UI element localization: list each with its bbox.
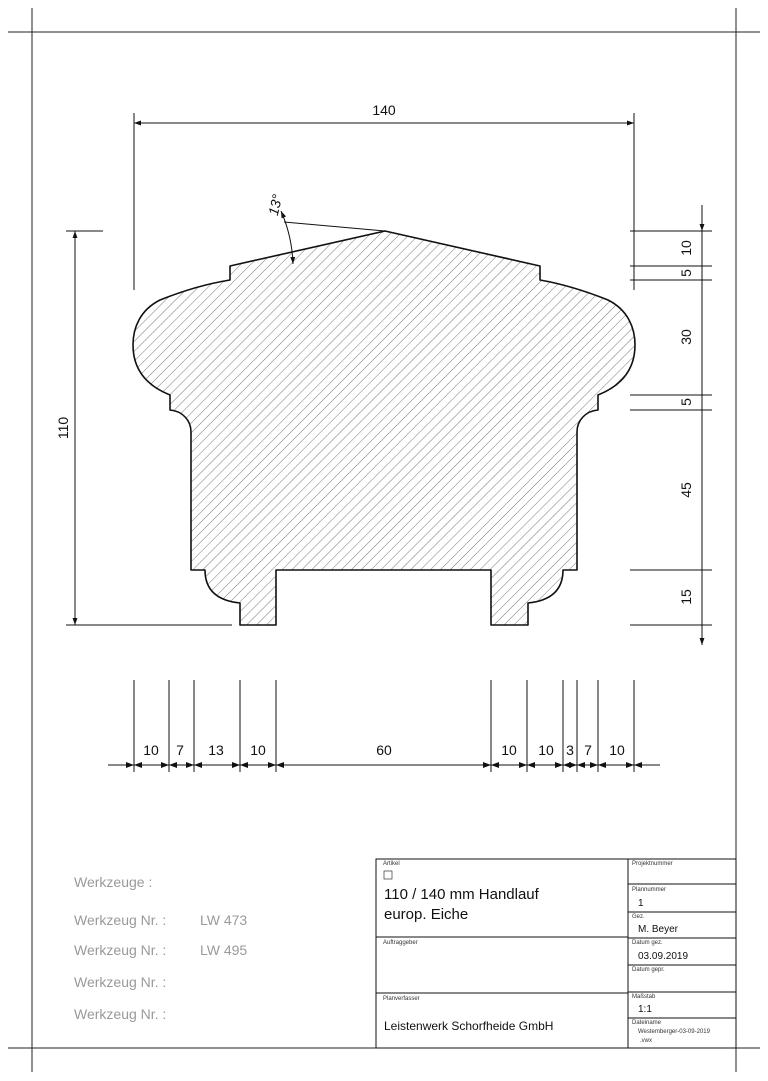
plannummer-value: 1 — [638, 898, 644, 909]
tool-number-label: Werkzeug Nr. : — [74, 942, 167, 958]
planverfasser-label: Planverfasser — [383, 996, 420, 1002]
bottom-dimension-label: 10 — [501, 742, 517, 758]
right-dimension-labels — [678, 240, 694, 605]
right-dimension-label: 45 — [678, 482, 694, 498]
tool-number-label: Werkzeug Nr. : — [74, 974, 167, 990]
overall-width-label: 140 — [372, 102, 396, 118]
bottom-dimension-label: 10 — [143, 742, 159, 758]
datum-gez-value: 03.09.2019 — [638, 951, 689, 962]
article-title-line1: 110 / 140 mm Handlauf — [384, 886, 539, 903]
tool-number-value: LW 473 — [200, 912, 248, 928]
tools-heading — [74, 874, 374, 894]
right-dimension-label: 15 — [678, 589, 694, 605]
gez-value: M. Beyer — [638, 924, 679, 935]
auftraggeber-label: Auftraggeber — [383, 940, 418, 946]
angle-label: 13° — [264, 192, 286, 217]
tool-number-label: Werkzeug Nr. : — [74, 1006, 167, 1022]
bottom-dimension-labels — [126, 680, 642, 772]
handrail-profile — [133, 231, 635, 625]
right-dimension-label: 5 — [678, 269, 694, 277]
bottom-dimension-label: 10 — [609, 742, 625, 758]
dateiname-value: Westemberger-03-09-2019 — [638, 1029, 710, 1035]
massstab-label: Maßstab — [632, 994, 656, 1000]
projektnummer-label: Projektnummer — [632, 861, 673, 867]
dimension-chain-right — [630, 205, 712, 645]
bottom-dimension-label: 7 — [584, 742, 592, 758]
tool-row — [74, 974, 374, 994]
right-dimension-label: 5 — [678, 398, 694, 406]
bottom-dimension-label: 10 — [538, 742, 554, 758]
artikel-label: Artikel — [383, 861, 400, 867]
dateiname-extension: .vwx — [640, 1038, 652, 1044]
right-dimension-label: 30 — [678, 329, 694, 345]
datum-gepr-label: Datum gepr. — [632, 967, 665, 973]
tool-row — [74, 942, 374, 962]
right-dimension-label: 10 — [678, 240, 694, 256]
tool-row — [74, 912, 374, 932]
gez-label: Gez. — [632, 914, 645, 920]
bottom-dimension-label: 13 — [208, 742, 224, 758]
plannummer-label: Plannummer — [632, 887, 667, 893]
overall-height-label: 110 — [55, 416, 71, 440]
tool-number-value: LW 495 — [200, 942, 248, 958]
bottom-dimension-label: 10 — [250, 742, 266, 758]
bottom-dimension-label: 7 — [176, 742, 184, 758]
bottom-dimension-label: 3 — [566, 742, 574, 758]
tools-heading-label: Werkzeuge : — [74, 874, 153, 890]
bottom-dimension-label: 60 — [376, 742, 392, 758]
tool-row — [74, 1006, 374, 1026]
massstab-value: 1:1 — [638, 1004, 652, 1015]
tool-number-label: Werkzeug Nr. : — [74, 912, 167, 928]
article-title-line2: europ. Eiche — [384, 906, 469, 923]
datum-gez-label: Datum gez. — [632, 940, 663, 946]
dateiname-label: Dateiname — [632, 1020, 662, 1026]
planverfasser-value: Leistenwerk Schorfheide GmbH — [384, 1019, 554, 1033]
